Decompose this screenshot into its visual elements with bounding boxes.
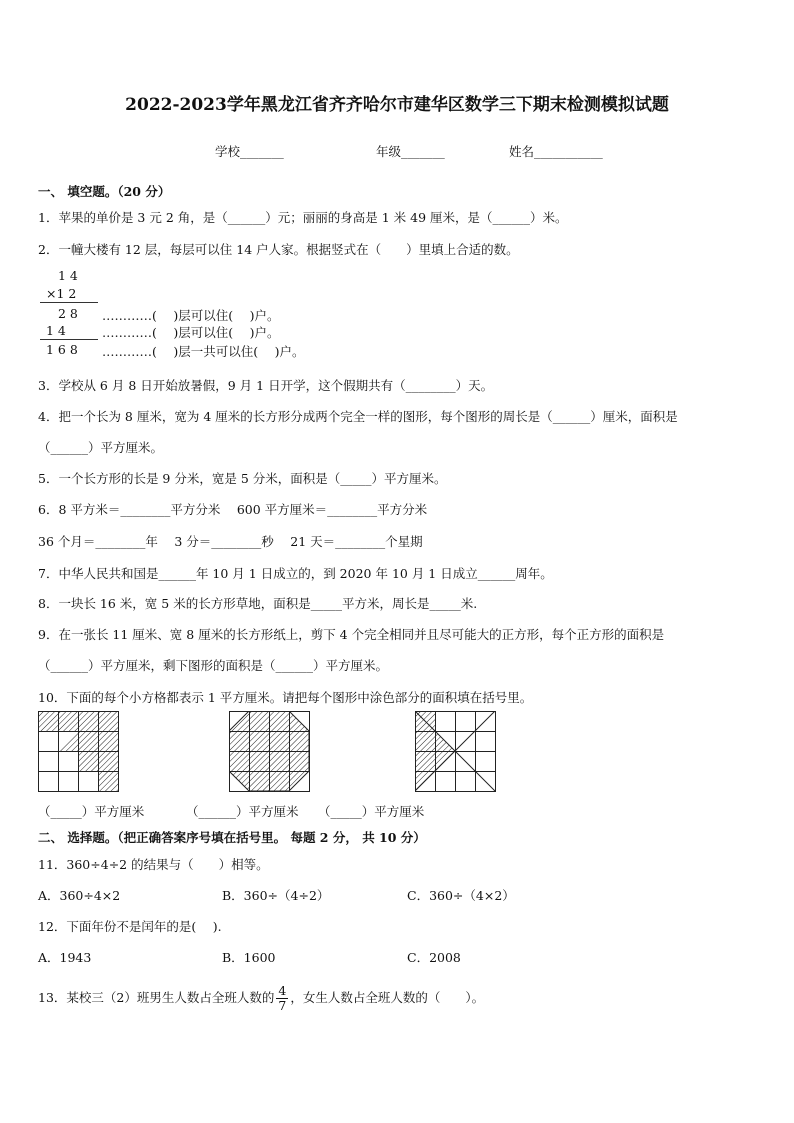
- question-13: [38, 984, 484, 1013]
- fraction: [276, 984, 288, 1013]
- question-8: 8．一块长 16 米，宽 5 米的长方形草地，面积是_____平方米，周长是_____米.: [38, 596, 478, 611]
- calc-line-1: [40, 302, 98, 303]
- fraction-numerator: 4: [278, 983, 287, 998]
- question-13-text-2: ，女生人数占全班人数的（ ）。: [290, 990, 485, 1005]
- grade-field[interactable]: 年级_______: [376, 144, 445, 159]
- calc-row-3: 2 8: [58, 306, 78, 321]
- calc-annotation-3: …………( )层一共可以住( )户。: [102, 344, 305, 359]
- calc-row-5: 1 6 8: [46, 342, 78, 357]
- calc-row-4: 1 4: [46, 323, 66, 338]
- question-9-line-1: 9．在一张长 11 厘米、宽 8 厘米的长方形纸上，剪下 4 个完全相同并且尽可能大的正方形，每个正方形的面积是: [38, 627, 665, 642]
- question-4-line-1: 4．把一个长为 8 厘米，宽为 4 厘米的长方形分成两个完全一样的图形，每个图形的周长是（______）厘米，面积是: [38, 409, 678, 424]
- page-title: 2022-2023学年黑龙江省齐齐哈尔市建华区数学三下期末检测模拟试题: [125, 95, 669, 115]
- figure-3-answer: （_____）平方厘米: [318, 804, 425, 819]
- question-7: 7．中华人民共和国是______年 10 月 1 日成立的，到 2020 年 10 月 1 日成立______周年。: [38, 566, 553, 581]
- figure-1-answer: （_____）平方厘米: [38, 804, 145, 819]
- figure-2-grid: [229, 711, 311, 793]
- question-6-line-1: 6．8 平方米＝________平方分米 600 平方厘米＝________平方分米: [38, 502, 428, 517]
- question-11-option-a: A．360÷4×2: [38, 888, 121, 903]
- question-10: 10．下面的每个小方格都表示 1 平方厘米。请把每个图形中涂色部分的面积填在括号里。: [38, 690, 533, 705]
- calc-row-2: ×1 2: [46, 286, 77, 301]
- question-2: 2．一幢大楼有 12 层，每层可以住 14 户人家。根据竖式在（ ）里填上合适的数。: [38, 242, 519, 257]
- question-9-line-2: （______）平方厘米，剩下图形的面积是（______）平方厘米。: [38, 658, 389, 673]
- question-6-line-2: 36 个月＝________年 3 分＝________秒 21 天＝________个星期: [38, 534, 423, 549]
- section-1-heading: 一、 填空题。（20 分）: [38, 184, 171, 199]
- figure-2-answer: （______）平方厘米: [186, 804, 299, 819]
- question-11-option-c: C．360÷（4×2）: [407, 888, 515, 903]
- question-12-option-a: A．1943: [38, 950, 92, 965]
- section-2-heading: 二、 选择题。（把正确答案序号填在括号里。 每题 2 分， 共 10 分）: [38, 830, 426, 845]
- question-4-line-2: （______）平方厘米。: [38, 440, 164, 455]
- question-5: 5．一个长方形的长是 9 分米，宽是 5 分米，面积是（_____）平方厘米。: [38, 471, 447, 486]
- figure-3-grid: [415, 711, 497, 793]
- question-1: 1．苹果的单价是 3 元 2 角，是（______）元；丽丽的身高是 1 米 49 厘米，是（______）米。: [38, 210, 568, 225]
- school-field[interactable]: 学校_______: [215, 144, 284, 159]
- figure-1-grid: [38, 711, 120, 793]
- calc-row-1: 1 4: [58, 268, 78, 283]
- calc-annotation-2: …………( )层可以住( )户。: [102, 325, 280, 340]
- question-3: 3．学校从 6 月 8 日开始放暑假，9 月 1 日开学，这个假期共有（________）天。: [38, 378, 494, 393]
- calc-line-2: [40, 339, 98, 340]
- question-12-option-c: C．2008: [407, 950, 461, 965]
- question-11-option-b: B．360÷（4÷2）: [222, 888, 330, 903]
- calc-annotation-1: …………( )层可以住( )户。: [102, 308, 280, 323]
- question-12: 12．下面年份不是闰年的是( ).: [38, 919, 222, 934]
- fraction-denominator: 7: [278, 998, 287, 1013]
- question-12-option-b: B．1600: [222, 950, 276, 965]
- question-11: 11．360÷4÷2 的结果与（ ）相等。: [38, 857, 269, 872]
- question-13-text-1: 13．某校三（2）班男生人数占全班人数的: [38, 990, 275, 1005]
- name-field[interactable]: 姓名___________: [509, 144, 603, 159]
